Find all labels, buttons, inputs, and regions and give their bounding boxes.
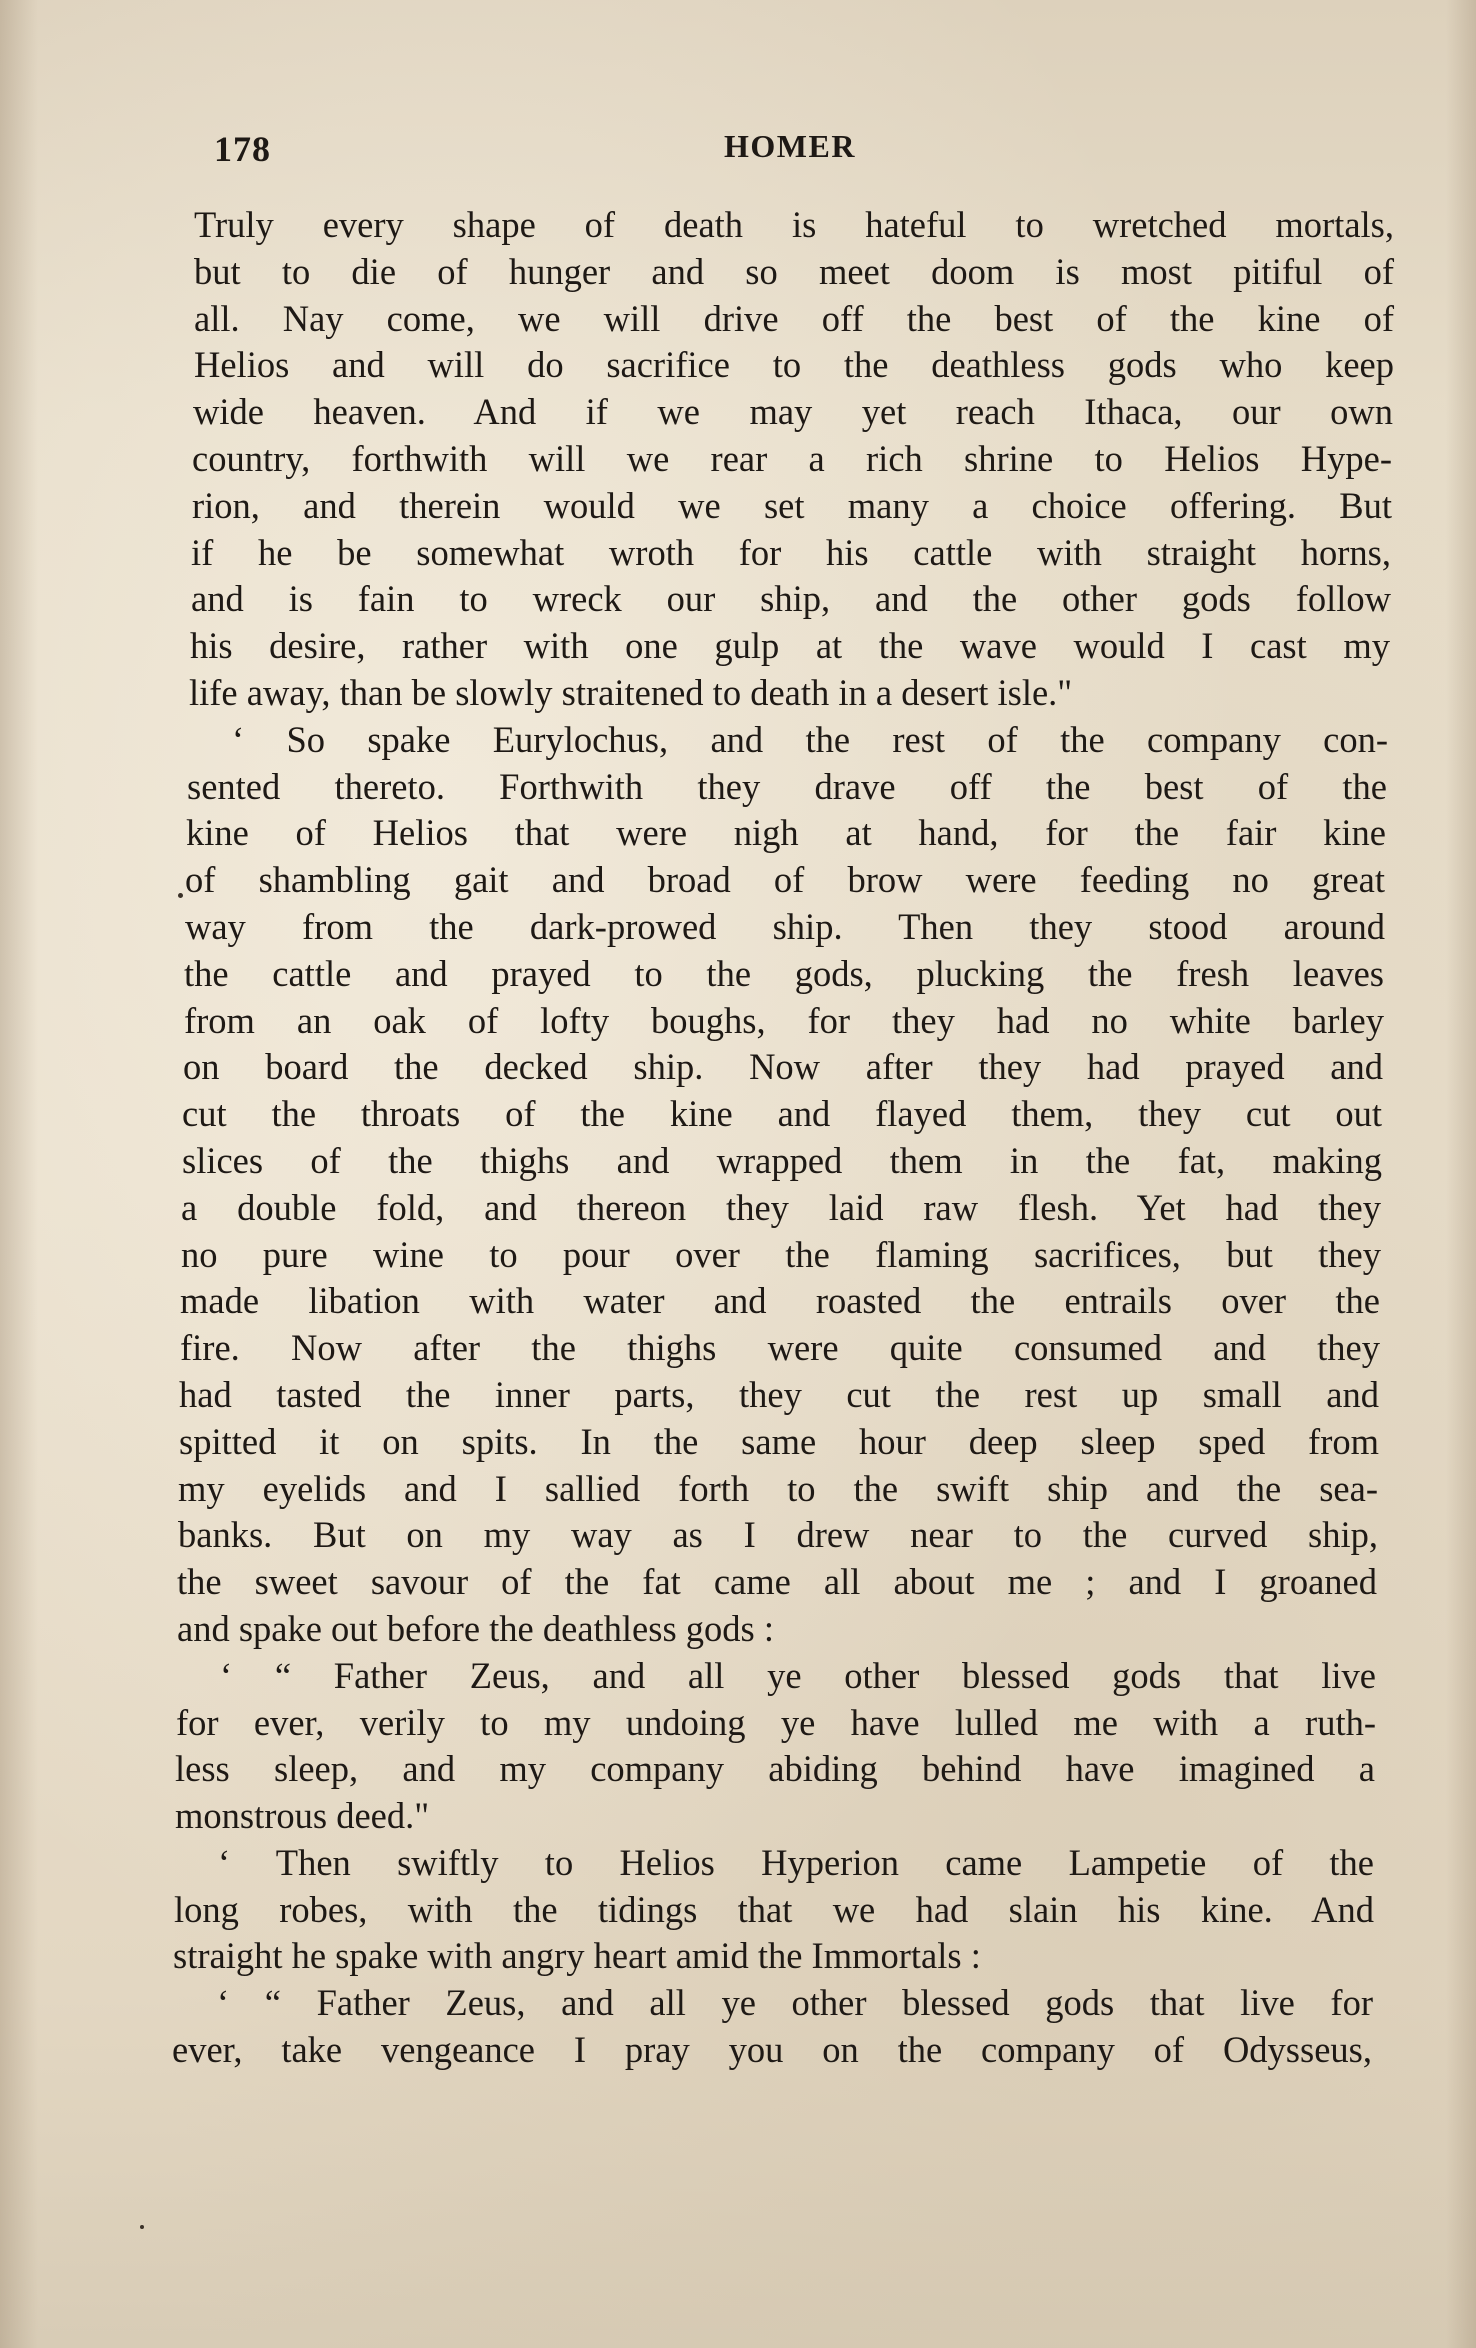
- text-line: kine of Helios that were nigh at hand, for the fair kine: [186, 812, 1386, 854]
- text-line: no pure wine to pour over the flaming sacrifices, but they: [181, 1233, 1381, 1275]
- text-line: way from the dark-prowed ship. Then they stood around: [185, 905, 1385, 947]
- text-line: from an oak of lofty boughs, for they had no white barley: [184, 999, 1384, 1041]
- running-head: HOMER: [724, 128, 856, 164]
- text-line: spitted it on spits. In the same hour deep sleep sped from: [179, 1420, 1379, 1462]
- text-line: ‘ Then swiftly to Helios Hyperion came Lampetie of the: [218, 1841, 1374, 1883]
- text-line: straight he spake with angry heart amid the Immortals :: [173, 1935, 981, 1977]
- text-line: made libation with water and roasted the entrails over the: [180, 1280, 1380, 1322]
- text-line: long robes, with the tidings that we had slain his kine. And: [174, 1888, 1374, 1930]
- text-line: and is fain to wreck our ship, and the other gods follow: [191, 578, 1391, 620]
- text-line: and spake out before the deathless gods :: [177, 1607, 775, 1649]
- text-line: cut the throats of the kine and flayed them, they cut out: [182, 1093, 1382, 1135]
- text-line: the cattle and prayed to the gods, plucking the fresh leaves: [184, 952, 1384, 994]
- text-line: my eyelids and I sallied forth to the swift ship and the sea-: [178, 1467, 1378, 1509]
- text-line: Helios and will do sacrifice to the deathless gods who keep: [194, 344, 1394, 386]
- text-line: of shambling gait and broad of brow were feeding no great: [185, 859, 1385, 901]
- text-line: country, forthwith will we rear a rich shrine to Helios Hype-: [192, 437, 1392, 479]
- text-line: his desire, rather with one gulp at the wave would I cast my: [190, 625, 1390, 667]
- text-line: slices of the thighs and wrapped them in the fat, making: [182, 1139, 1382, 1181]
- text-line: all. Nay come, we will drive off the best of the kine of: [194, 297, 1394, 339]
- ink-speck: [140, 2225, 144, 2229]
- text-line: the sweet savour of the fat came all about me ; and I groaned: [177, 1561, 1377, 1603]
- text-line: less sleep, and my company abiding behind have imagined a: [175, 1748, 1375, 1790]
- page-number: 178: [214, 129, 271, 169]
- text-line: fire. Now after the thighs were quite consumed and they: [180, 1327, 1380, 1369]
- text-line: monstrous deed.": [175, 1795, 430, 1837]
- text-line: ever, take vengeance I pray you on the company of Odysseus,: [172, 2029, 1372, 2071]
- text-line: sented thereto. Forthwith they drave off the best of the: [187, 765, 1387, 807]
- text-line: but to die of hunger and so meet doom is most pitiful of: [194, 250, 1394, 292]
- page-header: [214, 128, 1394, 178]
- text-line: rion, and therein would we set many a choice offering. But: [192, 484, 1392, 526]
- text-line: for ever, verily to my undoing ye have lulled me with a ruth-: [176, 1701, 1376, 1743]
- body-text: [172, 202, 1394, 2074]
- text-line: banks. But on my way as I drew near to the curved ship,: [178, 1514, 1378, 1556]
- text-line: on board the decked ship. Now after they had prayed and: [183, 1046, 1383, 1088]
- text-line: ‘ “ Father Zeus, and all ye other blessed gods that live: [220, 1654, 1376, 1696]
- text-line: had tasted the inner parts, they cut the rest up small and: [179, 1373, 1379, 1415]
- text-line: Truly every shape of death is hateful to wretched mortals,: [194, 204, 1394, 245]
- text-line: life away, than be slowly straitened to death in a desert isle.": [189, 671, 1073, 713]
- page-shadow-right: [1446, 0, 1476, 2348]
- text-line: wide heaven. And if we may yet reach Ithaca, our own: [193, 391, 1393, 433]
- text-line: if he be somewhat wroth for his cattle with straight horns,: [191, 531, 1391, 573]
- text-line: a double fold, and thereon they laid raw flesh. Yet had they: [181, 1186, 1381, 1228]
- text-line: ‘ “ Father Zeus, and all ye other blessed gods that live for: [217, 1982, 1373, 2024]
- ink-speck: [178, 893, 183, 898]
- text-line: ‘ So spake Eurylochus, and the rest of the company con-: [232, 718, 1388, 760]
- page-shadow-left: [0, 0, 38, 2348]
